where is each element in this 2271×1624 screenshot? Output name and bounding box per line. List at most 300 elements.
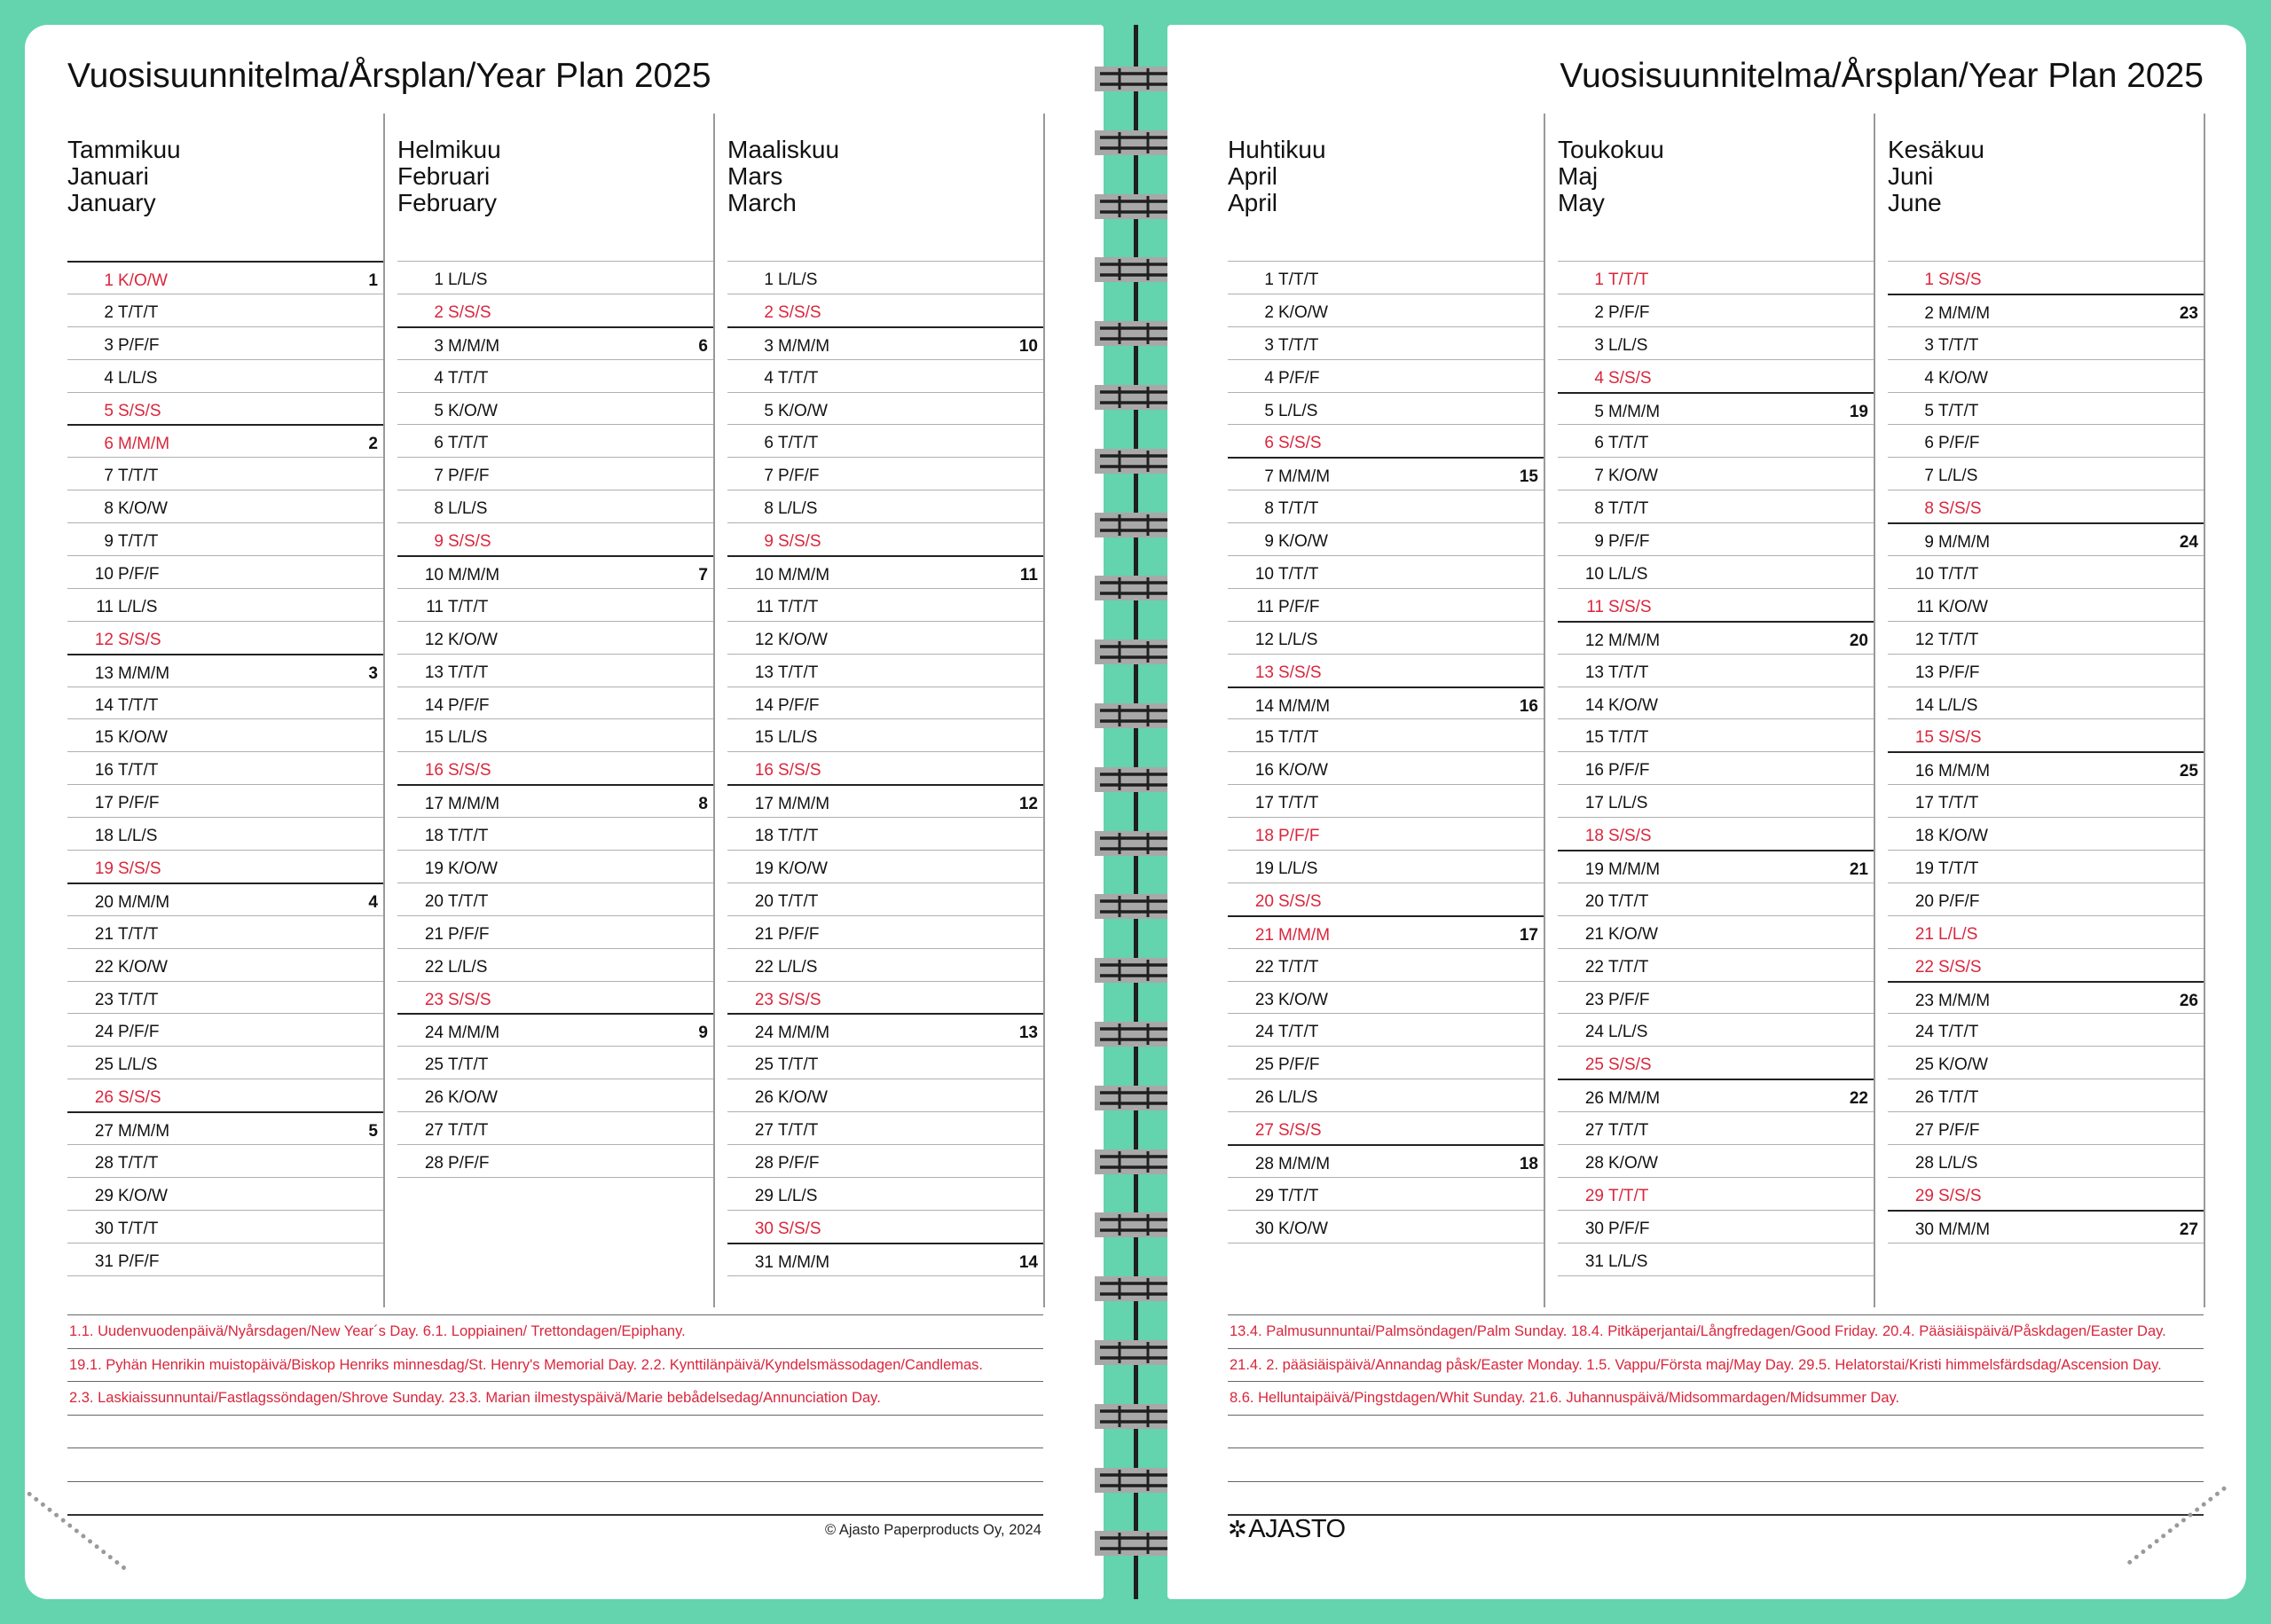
weekday-label: K/O/W — [1278, 990, 1328, 1009]
day-number: 6 — [104, 435, 114, 454]
day-number: 9 — [1264, 532, 1274, 552]
day-row[interactable] — [727, 784, 1043, 817]
day-row[interactable] — [1558, 718, 1874, 751]
day-row[interactable] — [1558, 424, 1874, 457]
day-row[interactable] — [727, 850, 1043, 883]
day-row[interactable] — [1558, 883, 1874, 915]
note-line[interactable] — [67, 1415, 1043, 1448]
spiral-ring-icon — [1093, 1465, 1175, 1495]
day-row[interactable] — [1228, 1046, 1544, 1079]
day-row[interactable] — [67, 1111, 383, 1144]
day-row[interactable] — [1558, 1177, 1874, 1210]
day-row[interactable] — [727, 555, 1043, 588]
day-row[interactable] — [1888, 686, 2204, 719]
day-row[interactable] — [67, 555, 383, 588]
day-row[interactable] — [1558, 1079, 1874, 1111]
day-row[interactable] — [67, 1210, 383, 1243]
day-list — [727, 261, 1043, 1276]
day-row[interactable] — [1888, 751, 2204, 784]
day-row[interactable] — [1558, 686, 1874, 719]
day-row[interactable] — [727, 457, 1043, 490]
day-number: 10 — [1914, 565, 1934, 584]
day-row[interactable] — [1558, 522, 1874, 555]
day-row[interactable] — [1888, 1210, 2204, 1243]
day-row[interactable] — [1888, 1177, 2204, 1210]
day-row[interactable] — [1228, 1111, 1544, 1144]
day-row[interactable] — [1888, 1046, 2204, 1079]
day-row[interactable] — [727, 817, 1043, 850]
weekday-label: T/T/T — [118, 695, 159, 715]
weekday-label: S/S/S — [1938, 957, 1982, 977]
day-row[interactable] — [1228, 555, 1544, 588]
day-row[interactable] — [1558, 1013, 1874, 1046]
day-number: 4 — [1264, 368, 1274, 388]
day-row[interactable] — [67, 883, 383, 915]
day-row[interactable] — [1888, 817, 2204, 850]
day-row[interactable] — [67, 261, 383, 294]
day-row[interactable] — [397, 588, 713, 621]
day-row[interactable] — [727, 686, 1043, 719]
day-row[interactable] — [1558, 588, 1874, 621]
weekday-label: M/M/M — [1278, 925, 1331, 945]
day-row[interactable] — [1228, 883, 1544, 915]
weekday-label: T/T/T — [1608, 499, 1649, 519]
day-row[interactable] — [397, 686, 713, 719]
day-row[interactable] — [67, 457, 383, 490]
day-number: 3 — [1594, 335, 1604, 355]
day-row[interactable] — [1888, 784, 2204, 817]
day-number: 8 — [104, 499, 114, 519]
week-number: 26 — [2179, 991, 2198, 1010]
day-row[interactable] — [727, 392, 1043, 425]
note-line[interactable] — [67, 1348, 1043, 1382]
spiral-ring-icon — [1093, 1528, 1175, 1558]
day-row[interactable] — [397, 1079, 713, 1111]
day-row[interactable] — [1558, 915, 1874, 948]
day-row[interactable] — [1228, 1144, 1544, 1177]
day-number: 4 — [104, 368, 114, 388]
day-row[interactable] — [727, 621, 1043, 654]
day-row[interactable] — [67, 817, 383, 850]
day-row[interactable] — [727, 522, 1043, 555]
day-row[interactable] — [67, 522, 383, 555]
day-row[interactable] — [1228, 1079, 1544, 1111]
day-row[interactable] — [397, 948, 713, 981]
day-row[interactable] — [1558, 850, 1874, 883]
day-row[interactable] — [1888, 883, 2204, 915]
day-row[interactable] — [67, 621, 383, 654]
day-row[interactable] — [1888, 457, 2204, 490]
day-row[interactable] — [1558, 784, 1874, 817]
day-row[interactable] — [1558, 1243, 1874, 1275]
day-row[interactable] — [397, 915, 713, 948]
day-row[interactable] — [1228, 621, 1544, 654]
day-row[interactable] — [67, 1177, 383, 1210]
day-number: 26 — [1584, 1089, 1604, 1109]
day-row[interactable] — [67, 1046, 383, 1079]
day-row[interactable] — [1228, 654, 1544, 686]
day-row[interactable] — [67, 948, 383, 981]
day-row[interactable] — [1558, 654, 1874, 686]
week-number: 7 — [698, 566, 708, 585]
day-number: 26 — [424, 1088, 444, 1108]
day-row[interactable] — [727, 654, 1043, 686]
day-number: 15 — [424, 728, 444, 748]
day-row[interactable] — [727, 1013, 1043, 1046]
day-number: 4 — [1594, 368, 1604, 388]
day-row[interactable] — [1888, 981, 2204, 1014]
weekday-label: T/T/T — [448, 827, 489, 846]
day-row[interactable] — [397, 850, 713, 883]
day-row[interactable] — [397, 1111, 713, 1144]
day-row[interactable] — [397, 359, 713, 392]
day-row[interactable] — [1558, 359, 1874, 392]
spiral-ring-icon — [1093, 828, 1175, 859]
day-row[interactable] — [1558, 948, 1874, 981]
day-row[interactable] — [1228, 751, 1544, 784]
day-row[interactable] — [67, 1013, 383, 1046]
day-row[interactable] — [727, 326, 1043, 359]
holiday-text: 8.6. Helluntaipäivä/Pingstdagen/Whit Sunday. 21.6. Juhannuspäivä/Midsommardagen/Midsummer Day. — [1230, 1390, 1900, 1406]
note-line[interactable] — [67, 1314, 1043, 1348]
day-row[interactable] — [1558, 490, 1874, 522]
day-row[interactable] — [727, 1177, 1043, 1210]
weekday-label: L/L/S — [778, 1186, 818, 1205]
week-number: 24 — [2179, 533, 2198, 553]
day-number: 30 — [94, 1219, 114, 1238]
day-row[interactable] — [1558, 555, 1874, 588]
day-number: 24 — [1914, 1023, 1934, 1042]
day-row[interactable] — [67, 1079, 383, 1111]
day-row[interactable] — [727, 883, 1043, 915]
day-row[interactable] — [397, 424, 713, 457]
day-row[interactable] — [67, 392, 383, 425]
day-row[interactable] — [1228, 948, 1544, 981]
day-number: 11 — [426, 597, 444, 616]
weekday-label: K/O/W — [448, 859, 498, 879]
day-number: 23 — [1254, 990, 1274, 1009]
day-row[interactable] — [397, 784, 713, 817]
day-row[interactable] — [1228, 588, 1544, 621]
day-row[interactable] — [1558, 981, 1874, 1014]
day-row[interactable] — [67, 588, 383, 621]
day-row[interactable] — [67, 686, 383, 719]
day-row[interactable] — [1888, 490, 2204, 522]
day-row[interactable] — [397, 718, 713, 751]
day-row[interactable] — [1888, 850, 2204, 883]
day-row[interactable] — [1558, 294, 1874, 326]
day-row[interactable] — [1558, 817, 1874, 850]
note-line[interactable] — [67, 1481, 1043, 1515]
weekday-label: T/T/T — [118, 1219, 159, 1238]
day-number: 7 — [1264, 467, 1274, 487]
day-number: 8 — [1594, 499, 1604, 519]
weekday-label: T/T/T — [1938, 1023, 1979, 1042]
day-row[interactable] — [67, 915, 383, 948]
note-line[interactable] — [1228, 1381, 2204, 1415]
note-line[interactable] — [1228, 1415, 2204, 1448]
week-number: 18 — [1519, 1155, 1538, 1174]
day-row[interactable] — [67, 654, 383, 686]
day-row[interactable] — [1888, 1111, 2204, 1144]
week-number: 20 — [1849, 631, 1868, 650]
day-row[interactable] — [67, 359, 383, 392]
day-row[interactable] — [727, 1079, 1043, 1111]
day-row[interactable] — [397, 883, 713, 915]
page-title: Vuosisuunnitelma/Årsplan/Year Plan 2025 — [67, 57, 711, 95]
weekday-label: S/S/S — [1608, 827, 1652, 846]
day-row[interactable] — [727, 948, 1043, 981]
day-row[interactable] — [1888, 522, 2204, 555]
day-row[interactable] — [727, 1046, 1043, 1079]
weekday-label: T/T/T — [1278, 271, 1319, 289]
weekday-label: P/F/F — [118, 565, 160, 584]
day-row[interactable] — [1888, 654, 2204, 686]
day-list-end — [1558, 1275, 1874, 1276]
day-number: 28 — [1914, 1154, 1934, 1173]
note-line[interactable] — [1228, 1447, 2204, 1481]
spiral-ring-icon — [1093, 192, 1175, 222]
day-row[interactable] — [1228, 981, 1544, 1014]
day-row[interactable] — [1558, 1046, 1874, 1079]
weekday-label: K/O/W — [1608, 924, 1658, 944]
weekday-label: L/L/S — [118, 827, 158, 846]
day-row[interactable] — [397, 294, 713, 326]
day-number: 1 — [1264, 271, 1274, 289]
day-row[interactable] — [1558, 751, 1874, 784]
weekday-label: T/T/T — [1278, 335, 1319, 355]
weekday-label: P/F/F — [1608, 990, 1650, 1009]
weekday-label: P/F/F — [1278, 827, 1320, 846]
day-number: 21 — [754, 924, 774, 944]
day-row[interactable] — [397, 326, 713, 359]
day-row[interactable] — [1888, 621, 2204, 654]
day-row[interactable] — [1228, 294, 1544, 326]
day-row[interactable] — [67, 850, 383, 883]
note-line[interactable] — [67, 1381, 1043, 1415]
weekday-label: S/S/S — [448, 302, 491, 322]
day-row[interactable] — [1228, 718, 1544, 751]
day-row[interactable] — [1228, 1013, 1544, 1046]
day-number: 9 — [1924, 533, 1934, 553]
day-row[interactable] — [397, 1144, 713, 1177]
day-number: 1 — [1924, 271, 1934, 289]
day-row[interactable] — [727, 1243, 1043, 1275]
day-row[interactable] — [1228, 784, 1544, 817]
day-row[interactable] — [727, 490, 1043, 522]
day-number: 11 — [756, 597, 774, 616]
weekday-label: M/M/M — [1608, 860, 1661, 880]
day-row[interactable] — [1888, 326, 2204, 359]
day-row[interactable] — [67, 490, 383, 522]
day-number: 5 — [1264, 401, 1274, 420]
month-name: April — [1228, 189, 1278, 216]
day-row[interactable] — [727, 588, 1043, 621]
day-number: 12 — [1914, 630, 1934, 649]
day-row[interactable] — [1888, 261, 2204, 294]
day-row[interactable] — [397, 392, 713, 425]
day-row[interactable] — [67, 326, 383, 359]
note-line[interactable] — [1228, 1314, 2204, 1348]
day-row[interactable] — [1888, 555, 2204, 588]
weekday-label: T/T/T — [1608, 891, 1649, 911]
day-row[interactable] — [1228, 1210, 1544, 1243]
day-row[interactable] — [1228, 392, 1544, 425]
day-row[interactable] — [727, 261, 1043, 294]
day-row[interactable] — [1558, 457, 1874, 490]
weekday-label: T/T/T — [448, 1121, 489, 1141]
day-row[interactable] — [67, 1144, 383, 1177]
month-column — [1888, 114, 2205, 1307]
weekday-label: T/T/T — [1608, 271, 1649, 289]
day-row[interactable] — [727, 915, 1043, 948]
month-name: Toukokuu — [1558, 136, 1664, 163]
weekday-label: L/L/S — [118, 597, 158, 616]
note-line[interactable] — [1228, 1481, 2204, 1515]
day-row[interactable] — [1888, 294, 2204, 326]
day-number: 16 — [1914, 762, 1934, 781]
day-row[interactable] — [1558, 261, 1874, 294]
day-row[interactable] — [1888, 718, 2204, 751]
day-row[interactable] — [397, 654, 713, 686]
day-row[interactable] — [727, 1210, 1043, 1243]
day-row[interactable] — [727, 294, 1043, 326]
day-row[interactable] — [1888, 424, 2204, 457]
day-number: 26 — [754, 1088, 774, 1108]
day-row[interactable] — [397, 490, 713, 522]
day-row[interactable] — [1228, 850, 1544, 883]
day-row[interactable] — [1228, 686, 1544, 719]
week-number: 8 — [698, 795, 708, 814]
weekday-label: L/L/S — [448, 728, 488, 748]
day-row[interactable] — [67, 981, 383, 1014]
day-number: 10 — [94, 565, 114, 584]
day-row[interactable] — [1558, 392, 1874, 425]
spiral-ring-icon — [1093, 128, 1175, 158]
spiral-ring-icon — [1093, 955, 1175, 985]
weekday-label: T/T/T — [778, 434, 819, 453]
day-row[interactable] — [1228, 817, 1544, 850]
months-grid — [67, 114, 1043, 1311]
day-row[interactable] — [397, 1013, 713, 1046]
day-number: 1 — [1594, 271, 1604, 289]
day-row[interactable] — [1558, 621, 1874, 654]
weekday-label: P/F/F — [1938, 434, 1980, 453]
weekday-label: S/S/S — [1608, 597, 1652, 616]
weekday-label: K/O/W — [1278, 302, 1328, 322]
day-row[interactable] — [1228, 522, 1544, 555]
day-row[interactable] — [1888, 392, 2204, 425]
day-row[interactable] — [1228, 457, 1544, 490]
day-list — [1558, 261, 1874, 1276]
day-number: 16 — [424, 761, 444, 781]
day-row[interactable] — [397, 751, 713, 784]
day-number: 24 — [1584, 1023, 1604, 1042]
day-row[interactable] — [397, 555, 713, 588]
day-number: 15 — [1584, 728, 1604, 748]
week-number: 1 — [368, 271, 378, 290]
day-number: 31 — [1584, 1251, 1604, 1271]
day-row[interactable] — [397, 621, 713, 654]
day-row[interactable] — [1888, 359, 2204, 392]
day-row[interactable] — [727, 1144, 1043, 1177]
day-row[interactable] — [1888, 1013, 2204, 1046]
day-row[interactable] — [1228, 490, 1544, 522]
day-row[interactable] — [67, 424, 383, 457]
day-row[interactable] — [397, 457, 713, 490]
weekday-label: S/S/S — [778, 1219, 821, 1238]
day-row[interactable] — [67, 294, 383, 326]
day-row[interactable] — [1888, 1144, 2204, 1177]
day-row[interactable] — [67, 718, 383, 751]
weekday-label: T/T/T — [118, 761, 159, 781]
day-row[interactable] — [1558, 1210, 1874, 1243]
weekday-label: K/O/W — [778, 1088, 828, 1108]
day-row[interactable] — [1228, 915, 1544, 948]
week-number: 3 — [368, 663, 378, 683]
day-row[interactable] — [727, 751, 1043, 784]
day-number: 3 — [104, 335, 114, 355]
day-row[interactable] — [727, 981, 1043, 1014]
day-number: 14 — [424, 695, 444, 715]
day-row[interactable] — [1888, 948, 2204, 981]
day-number: 13 — [94, 663, 114, 683]
day-number: 3 — [1264, 335, 1274, 355]
day-row[interactable] — [397, 261, 713, 294]
day-row[interactable] — [727, 1111, 1043, 1144]
day-row[interactable] — [1558, 1111, 1874, 1144]
day-number: 20 — [754, 891, 774, 911]
day-row[interactable] — [1228, 326, 1544, 359]
day-row[interactable] — [1228, 424, 1544, 457]
note-line[interactable] — [67, 1447, 1043, 1481]
weekday-label: T/T/T — [778, 1055, 819, 1075]
day-row[interactable] — [1888, 1079, 2204, 1111]
day-row[interactable] — [1228, 1177, 1544, 1210]
day-row[interactable] — [727, 424, 1043, 457]
weekday-label: K/O/W — [448, 401, 498, 420]
day-number: 28 — [424, 1154, 444, 1173]
note-line[interactable] — [1228, 1348, 2204, 1382]
day-row[interactable] — [397, 981, 713, 1014]
day-row[interactable] — [1228, 359, 1544, 392]
month-name: Mars — [727, 162, 783, 190]
day-number: 8 — [764, 499, 774, 519]
day-row[interactable] — [397, 1046, 713, 1079]
day-row[interactable] — [397, 522, 713, 555]
spiral-ring-icon — [1093, 1019, 1175, 1049]
day-row[interactable] — [1558, 1144, 1874, 1177]
day-number: 17 — [1914, 794, 1934, 813]
day-row[interactable] — [1558, 326, 1874, 359]
weekday-label: M/M/M — [1278, 467, 1331, 487]
day-row[interactable] — [1228, 261, 1544, 294]
day-row[interactable] — [67, 751, 383, 784]
day-row[interactable] — [67, 1243, 383, 1275]
weekday-label: T/T/T — [448, 434, 489, 453]
week-number: 19 — [1849, 402, 1868, 421]
weekday-label: L/L/S — [1278, 1088, 1318, 1108]
day-number: 15 — [1254, 728, 1274, 748]
day-row[interactable] — [727, 718, 1043, 751]
day-row[interactable] — [1888, 588, 2204, 621]
day-row[interactable] — [67, 784, 383, 817]
day-list-end — [727, 1275, 1043, 1276]
day-row[interactable] — [727, 359, 1043, 392]
day-row[interactable] — [397, 817, 713, 850]
weekday-label: P/F/F — [118, 1251, 160, 1271]
day-row[interactable] — [1888, 915, 2204, 948]
